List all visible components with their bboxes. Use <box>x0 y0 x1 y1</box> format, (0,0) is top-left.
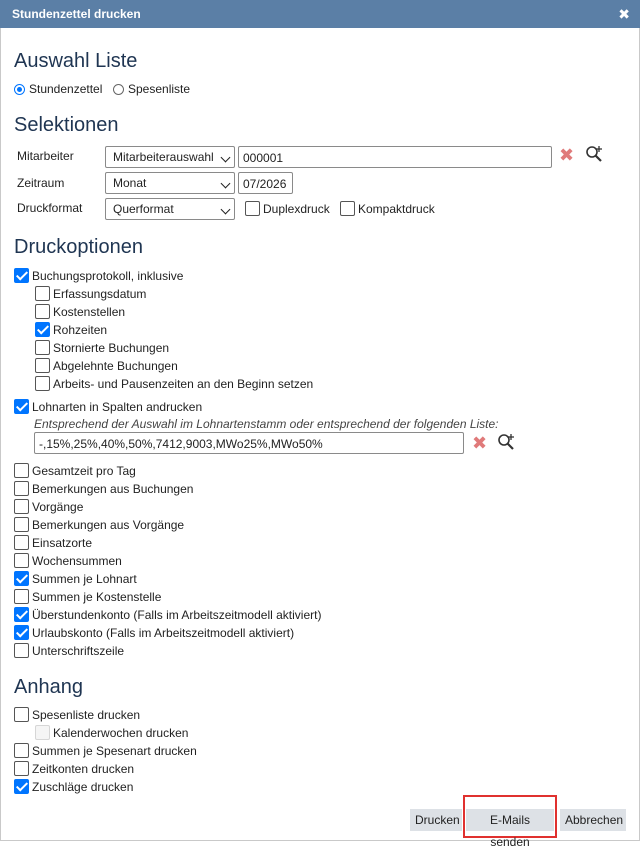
summen-lohnart-label: Summen je Lohnart <box>32 572 137 586</box>
zeitraum-select[interactable] <box>105 172 235 194</box>
chevron-down-icon <box>221 153 231 163</box>
druckformat-select[interactable] <box>105 198 235 220</box>
radio-stundenzettel[interactable] <box>14 84 25 95</box>
abbrechen-button[interactable]: Abbrechen <box>560 809 626 831</box>
einsatzorte-checkbox[interactable] <box>14 535 29 550</box>
zuschlaege-checkbox[interactable] <box>14 779 29 794</box>
lohnarten-checkbox[interactable] <box>14 399 29 414</box>
search-plus-icon[interactable] <box>585 144 605 164</box>
bemerkungen-buchungen-label: Bemerkungen aus Buchungen <box>32 482 194 496</box>
kostenstellen-label: Kostenstellen <box>53 305 126 319</box>
vorgaenge-checkbox[interactable] <box>14 499 29 514</box>
wochensummen-checkbox[interactable] <box>14 553 29 568</box>
rohzeiten-label: Rohzeiten <box>53 323 108 337</box>
section-heading-anhang: Anhang <box>14 676 83 698</box>
summen-kostenstelle-checkbox[interactable] <box>14 589 29 604</box>
radio-label-stundenzettel: Stundenzettel <box>29 82 103 96</box>
einsatzorte-label: Einsatzorte <box>32 536 93 550</box>
unterschrift-checkbox[interactable] <box>14 643 29 658</box>
kompakt-label: Kompaktdruck <box>358 202 435 216</box>
close-icon[interactable]: ✖ <box>618 6 630 22</box>
bemerkungen-vorgaenge-label: Bemerkungen aus Vorgänge <box>32 518 185 532</box>
abgelehnte-checkbox[interactable] <box>35 358 50 373</box>
radio-spesenliste[interactable] <box>113 84 124 95</box>
unterschrift-label: Unterschriftszeile <box>32 644 125 658</box>
arbeitszeiten-checkbox[interactable] <box>35 376 50 391</box>
erfassungsdatum-label: Erfassungsdatum <box>53 287 147 301</box>
urlaubskonto-label: Urlaubskonto (Falls im Arbeitszeitmodell aktiviert) <box>32 626 295 640</box>
erfassungsdatum-checkbox[interactable] <box>35 286 50 301</box>
label-mitarbeiter: Mitarbeiter <box>17 149 74 163</box>
lohnarten-label: Lohnarten in Spalten andrucken <box>32 400 203 414</box>
urlaubskonto-checkbox[interactable] <box>14 625 29 640</box>
ueberstundenkonto-label: Überstundenkonto (Falls im Arbeitszeitmodell aktiviert) <box>32 608 322 622</box>
mitarbeiter-select[interactable] <box>105 146 235 168</box>
vorgaenge-label: Vorgänge <box>32 500 84 514</box>
kostenstellen-checkbox[interactable] <box>35 304 50 319</box>
section-heading-selektionen: Selektionen <box>14 114 119 136</box>
bemerkungen-vorgaenge-checkbox[interactable] <box>14 517 29 532</box>
clear-icon[interactable]: ✖ <box>472 433 488 453</box>
stornierte-label: Stornierte Buchungen <box>53 341 170 355</box>
duplex-checkbox[interactable] <box>245 201 260 216</box>
kompakt-checkbox[interactable] <box>340 201 355 216</box>
radio-label-spesenliste: Spesenliste <box>128 82 191 96</box>
drucken-button[interactable]: Drucken <box>410 809 462 831</box>
section-heading-druckoptionen: Druckoptionen <box>14 236 143 258</box>
chevron-down-icon <box>221 179 231 189</box>
duplex-label: Duplexdruck <box>263 202 330 216</box>
kalenderwochen-label: Kalenderwochen drucken <box>53 726 189 740</box>
druckformat-select-value: Querformat <box>113 202 174 216</box>
label-druckformat: Druckformat <box>17 201 83 215</box>
zuschlaege-label: Zuschläge drucken <box>32 780 134 794</box>
spesenliste-checkbox[interactable] <box>14 707 29 722</box>
summen-spesenart-label: Summen je Spesenart drucken <box>32 744 197 758</box>
dialog-title: Stundenzettel drucken <box>12 7 141 21</box>
section-heading-auswahl: Auswahl Liste <box>14 50 138 72</box>
lohnarten-hint: Entsprechend der Auswahl im Lohnartenstamm oder entsprechend der folgenden Liste: <box>34 417 499 431</box>
gesamtzeit-checkbox[interactable] <box>14 463 29 478</box>
spesenliste-label: Spesenliste drucken <box>32 708 141 722</box>
summen-kostenstelle-label: Summen je Kostenstelle <box>32 590 162 604</box>
ueberstundenkonto-checkbox[interactable] <box>14 607 29 622</box>
zeitkonten-label: Zeitkonten drucken <box>32 762 135 776</box>
summen-spesenart-checkbox[interactable] <box>14 743 29 758</box>
dialog-titlebar <box>0 0 640 28</box>
emails-senden-button[interactable]: E-Mails senden <box>466 809 554 831</box>
mitarbeiter-select-value: Mitarbeiterauswahl <box>113 150 214 164</box>
zeitkonten-checkbox[interactable] <box>14 761 29 776</box>
lohnarten-input[interactable]: -,15%,25%,40%,50%,7412,9003,MWo25%,MWo50% <box>34 432 464 454</box>
abgelehnte-label: Abgelehnte Buchungen <box>53 359 178 373</box>
rohzeiten-checkbox[interactable] <box>35 322 50 337</box>
zeitraum-input[interactable]: 07/2026 <box>238 172 293 194</box>
summen-lohnart-checkbox[interactable] <box>14 571 29 586</box>
chevron-down-icon <box>221 205 231 215</box>
buchungsprotokoll-checkbox[interactable] <box>14 268 29 283</box>
stornierte-checkbox[interactable] <box>35 340 50 355</box>
gesamtzeit-label: Gesamtzeit pro Tag <box>32 464 136 478</box>
clear-icon[interactable]: ✖ <box>559 145 575 165</box>
search-plus-icon[interactable] <box>497 432 517 452</box>
label-zeitraum: Zeitraum <box>17 176 65 190</box>
mitarbeiter-input[interactable]: 000001 <box>238 146 552 168</box>
bemerkungen-buchungen-checkbox[interactable] <box>14 481 29 496</box>
kalenderwochen-checkbox[interactable] <box>35 725 50 740</box>
buchungsprotokoll-label: Buchungsprotokoll, inklusive <box>32 269 184 283</box>
wochensummen-label: Wochensummen <box>32 554 122 568</box>
zeitraum-select-value: Monat <box>113 176 147 190</box>
arbeitszeiten-label: Arbeits- und Pausenzeiten an den Beginn setzen <box>53 377 314 391</box>
